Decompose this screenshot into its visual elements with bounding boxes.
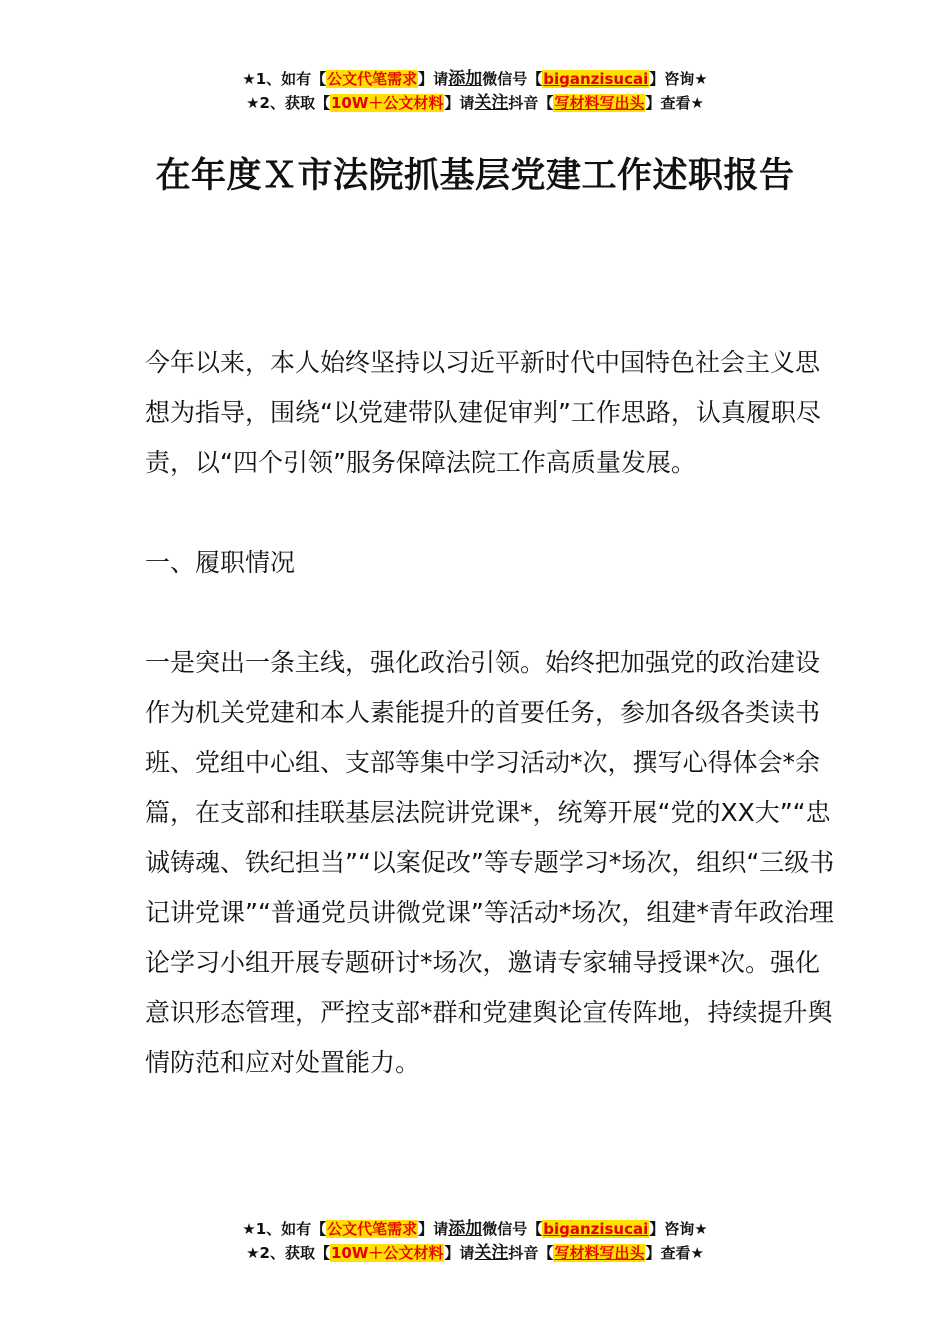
- intro-paragraph: 今年以来，本人始终坚持以习近平新时代中国特色社会主义思想为指导，围绕“以党建带队建促审判”工作思路，认真履职尽责，以“四个引领”服务保障法院工作高质量发展。: [145, 348, 821, 477]
- banner-text: 微信号【: [482, 70, 543, 88]
- banner-text: ★1、如有【: [242, 1220, 327, 1238]
- banner-line-2: [0, 1241, 950, 1265]
- document-body: [145, 338, 835, 1088]
- wechat-id-link[interactable]: biganzisucai: [543, 70, 649, 88]
- banner-text: 】请: [418, 1220, 449, 1238]
- banner-text: 】请: [444, 1244, 475, 1262]
- banner-text: ★2、获取【: [246, 94, 330, 112]
- banner-text: 】咨询★: [649, 70, 708, 88]
- highlight-materials: 10W＋公文材料: [330, 94, 444, 112]
- highlight-materials: 10W＋公文材料: [330, 1244, 444, 1262]
- document-title: 在年度Ｘ市法院抓基层党建工作述职报告: [155, 156, 795, 196]
- banner-text: 】咨询★: [649, 1220, 708, 1238]
- banner-emphasis: 关注: [474, 1243, 509, 1263]
- banner-line-2: [0, 91, 950, 115]
- banner-text: 】请: [444, 94, 475, 112]
- banner-text: ★1、如有【: [242, 70, 327, 88]
- banner-text: 】请: [418, 70, 449, 88]
- banner-text: 微信号【: [482, 1220, 543, 1238]
- douyin-account-link[interactable]: 写材料写出头: [554, 1244, 645, 1262]
- banner-text: 抖音【: [508, 1244, 554, 1262]
- wechat-id-link[interactable]: biganzisucai: [543, 1220, 649, 1238]
- banner-emphasis: 关注: [474, 93, 509, 113]
- banner-text: 】查看★: [645, 1244, 704, 1262]
- banner-line-1: [0, 67, 950, 91]
- body-paragraph: 一是突出一条主线，强化政治引领。始终把加强党的政治建设作为机关党建和本人素能提升的首要任务，参加各级各类读书班、党组中心组、支部等集中学习活动*次，撰写心得体会*余篇，在支部和挂联基层法院讲党课*，统筹开展“党的XX大”“忠诚铸魂、铁纪担当”“以案促改”等专题学习*场次，组织“三级书记讲党课”“普通党员讲微党课”等活动*场次，组建*青年政治理论学习小组开展专题研讨*场次，邀请专家辅导授课*次。强化意识形态管理，严控支部*群和党建舆论宣传阵地，持续提升舆情防范和应对处置能力。: [145, 648, 835, 1077]
- section-heading: 一、履职情况: [145, 548, 296, 577]
- banner-line-1: [0, 1217, 950, 1241]
- banner-emphasis: 添加: [448, 1219, 483, 1239]
- header-banner: [0, 67, 950, 115]
- douyin-account-link[interactable]: 写材料写出头: [554, 94, 645, 112]
- banner-text: 】查看★: [645, 94, 704, 112]
- highlight-service: 公文代笔需求: [327, 1220, 418, 1238]
- banner-emphasis: 添加: [448, 69, 483, 89]
- highlight-service: 公文代笔需求: [327, 70, 418, 88]
- banner-text: ★2、获取【: [246, 1244, 330, 1262]
- footer-banner: [0, 1217, 950, 1265]
- banner-text: 抖音【: [508, 94, 554, 112]
